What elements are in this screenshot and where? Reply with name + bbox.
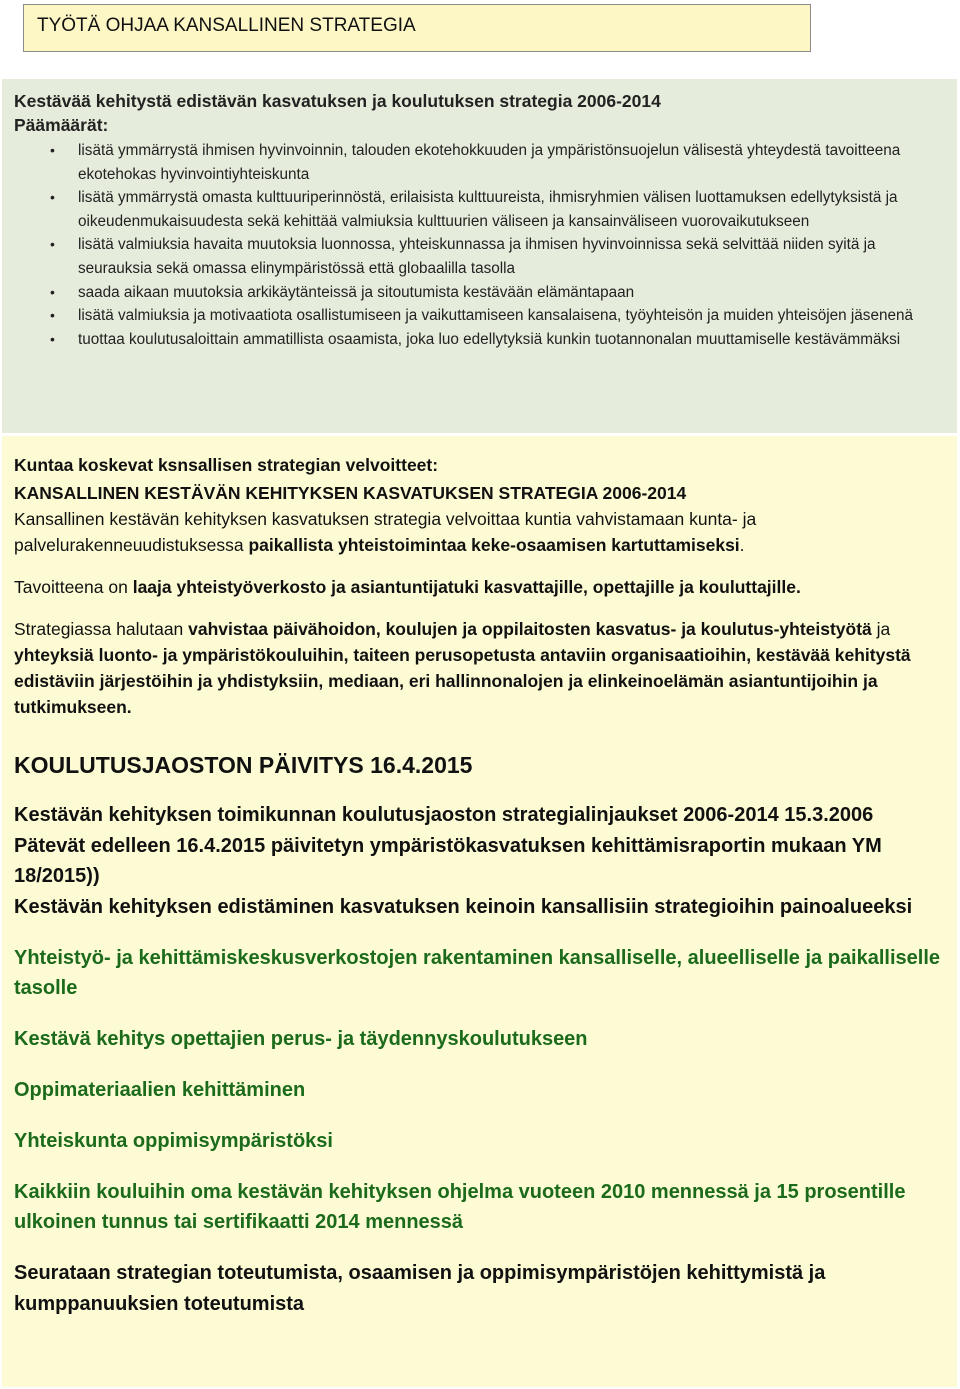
strategy-heading: Kestävää kehitystä edistävän kasvatuksen ja koulutuksen strategia 2006-2014 <box>14 91 661 111</box>
goal-item: • lisätä valmiuksia havaita muutoksia luonnossa, yhteiskunnassa ja ihmisen hyvinvoinnissa sekä selvittää niiden syitä ja seurauksia sekä omassa elinympäristössä että globaalilla tasolla <box>14 233 957 280</box>
national-strategy-heading: KANSALLINEN KESTÄVÄN KEHITYKSEN KASVATUKSEN STRATEGIA 2006-2014 <box>14 483 687 503</box>
update-line-2: Pätevät edelleen 16.4.2015 päivitetyn ympäristökasvatuksen kehittämisraportin mukaan YM 18/2015)) <box>14 834 882 887</box>
goal-item: • saada aikaan muutoksia arkikäytänteissä ja sitoutumista kestävään elämäntapaan <box>14 281 957 305</box>
paragraph-text: Kansallinen kestävän kehityksen kasvatuksen strategia velvoittaa kuntia vahvistamaan kunta- ja palvelurakenneuudistuksessa <box>14 509 757 555</box>
goal-item: • lisätä ymmärrystä ihmisen hyvinvoinnin, talouden ekotehokkuuden ja ympäristönsuojelun välisestä yhteydestä tavoitteena ekotehokas hyvinvointiyhteiskunta <box>14 139 957 186</box>
obligations-section <box>2 436 957 1387</box>
page-title: TYÖTÄ OHJAA KANSALLINEN STRATEGIA <box>23 4 811 52</box>
update-line-3: Kestävän kehityksen edistäminen kasvatuksen keinoin kansallisiin strategioihin painoalueeksi <box>14 895 913 918</box>
paragraph-text: Tavoitteena on <box>14 577 133 597</box>
update-item: Yhteiskunta oppimisympäristöksi <box>14 1130 333 1152</box>
paragraph-text: . <box>739 535 745 555</box>
paragraph-text: Strategiassa halutaan <box>14 619 189 639</box>
goal-item: • tuottaa koulutusaloittain ammatillista osaamista, joka luo edellytyksiä kunkin tuotannonalan muuttamiselle kestävämmäksi <box>14 328 957 352</box>
goals-list <box>14 139 957 351</box>
paragraph-emphasis: paikallista yhteistoimintaa keke-osaamisen kartuttamiseksi <box>248 535 740 555</box>
update-item: Yhteistyö- ja kehittämiskeskusverkostojen rakentaminen kansalliselle, alueelliselle ja paikalliselle tasolle <box>14 947 941 999</box>
goals-label: Päämäärät: <box>14 115 109 135</box>
update-heading: KOULUTUSJAOSTON PÄIVITYS 16.4.2015 <box>14 752 473 778</box>
strategy-section <box>2 79 957 433</box>
paragraph-emphasis: laaja yhteistyöverkosto ja asiantuntijatuki kasvattajille, opettajille ja kouluttajille. <box>132 577 801 597</box>
paragraph-emphasis: vahvistaa päivähoidon, koulujen ja oppilaitosten kasvatus- ja koulutus-yhteistyötä <box>188 619 872 639</box>
update-item: Oppimateriaalien kehittäminen <box>14 1079 306 1101</box>
goal-item: • lisätä valmiuksia ja motivaatiota osallistumiseen ja vaikuttamiseen kansalaisena, työyhteisön ja muiden yhteisöjen jäsenenä <box>14 304 957 328</box>
obligations-heading: Kuntaa koskevat ksnsallisen strategian velvoitteet: <box>14 455 439 475</box>
obligation-paragraph-1 <box>14 506 957 558</box>
update-item: Kaikkiin kouluihin oma kestävän kehityksen ohjelma vuoteen 2010 mennessä ja 15 prosentille ulkoinen tunnus tai sertifikaatti 2014 mennessä <box>14 1181 906 1233</box>
paragraph-emphasis: yhteyksiä luonto- ja ympäristökouluihin, taiteen perusopetusta antaviin organisaatioihin, kestävää kehitystä edistäviin järjestöihin ja yhdistyksiin, mediaan, eri hallinnonalojen ja elinkeinoelämän asiantuntijoihin ja tutkimukseen. <box>14 645 911 717</box>
obligation-paragraph-3 <box>14 616 957 720</box>
goal-item: • lisätä ymmärrystä omasta kulttuuriperinnöstä, erilaisista kulttuureista, ihmisryhmien välisen luottamuksen edellytyksistä ja oikeudenmukaisuudesta sekä kehittää valmiuksia kulttuurien väliseen ja kansainväliseen vuorovaikutukseen <box>14 186 957 233</box>
update-line-1: Kestävän kehityksen toimikunnan koulutusjaoston strategialinjaukset 2006-2014 15.3.2006 <box>14 804 874 826</box>
update-item: Kestävä kehitys opettajien perus- ja täydennyskoulutukseen <box>14 1028 588 1050</box>
obligation-paragraph-2 <box>14 574 957 600</box>
paragraph-text: ja <box>871 619 891 639</box>
final-statement: Seurataan strategian toteutumista, osaamisen ja oppimisympäristöjen kehittymistä ja kumppanuuksien toteutumista <box>14 1262 826 1315</box>
